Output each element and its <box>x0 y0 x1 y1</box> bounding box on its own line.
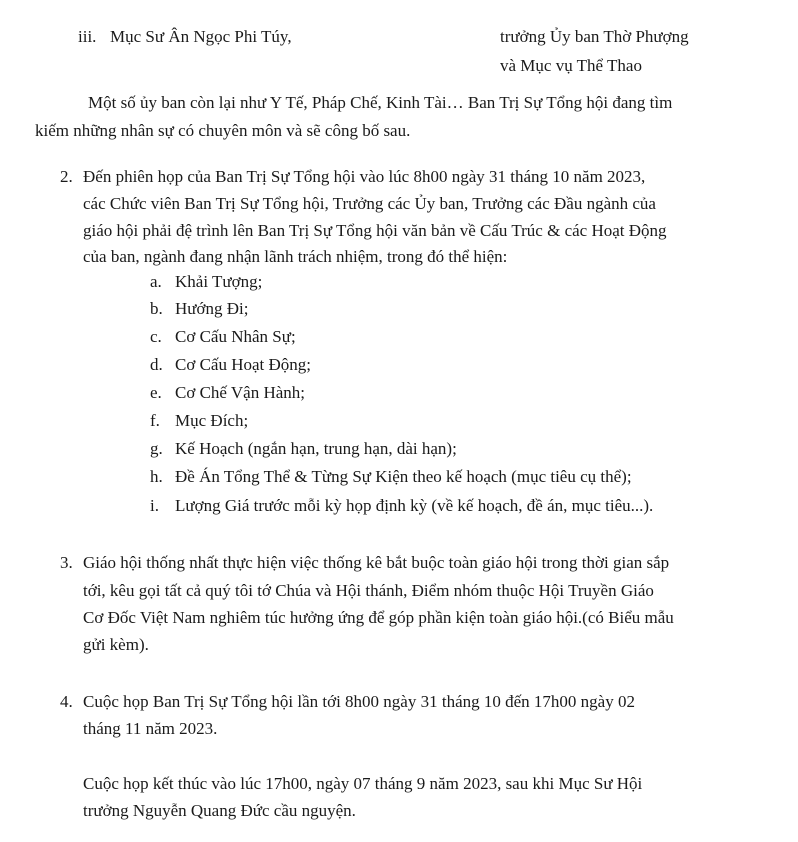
sub-item-letter: b. <box>150 299 163 318</box>
item-line: Cuộc họp Ban Trị Sự Tổng hội lần tới 8h00 ngày 31 tháng 10 đến 17h00 ngày 02 <box>83 692 635 711</box>
item-number: 4. <box>60 692 73 711</box>
sub-item-text: Hướng Đi; <box>175 299 249 318</box>
item-line: của ban, ngành đang nhận lãnh trách nhiệm, trong đó thể hiện: <box>83 247 508 266</box>
signatory-name: Mục Sư Ân Ngọc Phi Túy, <box>110 27 292 46</box>
item-line: Cơ Đốc Việt Nam nghiêm túc hưởng ứng để góp phần kiện toàn giáo hội.(có Biểu mẫu <box>83 608 674 627</box>
signatory-role-line: và Mục vụ Thể Thao <box>500 56 642 75</box>
sub-item-text: Cơ Cấu Nhân Sự; <box>175 327 296 346</box>
paragraph-line: Cuộc họp kết thúc vào lúc 17h00, ngày 07 tháng 9 năm 2023, sau khi Mục Sư Hội <box>83 774 643 793</box>
item-number: 3. <box>60 553 73 572</box>
signatory-marker: iii. <box>78 27 97 46</box>
sub-item-text: Mục Đích; <box>175 411 249 430</box>
sub-item-text: Cơ Cấu Hoạt Động; <box>175 355 312 374</box>
sub-item-letter: i. <box>150 496 159 515</box>
item-line: Giáo hội thống nhất thực hiện việc thống kê bắt buộc toàn giáo hội trong thời gian sắp <box>83 553 670 572</box>
sub-item-letter: a. <box>150 272 162 291</box>
sub-item-text: Kế Hoạch (ngắn hạn, trung hạn, dài hạn); <box>175 439 457 458</box>
paragraph-line: trưởng Nguyễn Quang Đức cầu nguyện. <box>83 801 356 820</box>
item-number: 2. <box>60 167 73 186</box>
sub-item-text: Đề Án Tổng Thể & Từng Sự Kiện theo kế hoạch (mục tiêu cụ thể); <box>175 467 632 486</box>
item-line: gửi kèm). <box>83 635 149 654</box>
item-line: tới, kêu gọi tất cả quý tôi tớ Chúa và Hội thánh, Điểm nhóm thuộc Hội Truyền Giáo <box>83 581 654 600</box>
item-line: tháng 11 năm 2023. <box>83 719 218 738</box>
sub-item-letter: e. <box>150 383 162 402</box>
item-line: Đến phiên họp của Ban Trị Sự Tổng hội vào lúc 8h00 ngày 31 tháng 10 năm 2023, <box>83 167 646 186</box>
sub-item-letter: d. <box>150 355 163 374</box>
sub-item-letter: g. <box>150 439 163 458</box>
sub-item-letter: c. <box>150 327 162 346</box>
sub-item-text: Khải Tượng; <box>175 272 263 291</box>
sub-item-text: Cơ Chế Vận Hành; <box>175 383 306 402</box>
paragraph-line: kiếm những nhân sự có chuyên môn và sẽ công bố sau. <box>35 121 411 140</box>
sub-item-letter: h. <box>150 467 163 486</box>
item-line: giáo hội phải đệ trình lên Ban Trị Sự Tổng hội văn bản về Cấu Trúc & các Hoạt Động <box>83 221 667 240</box>
paragraph-line: Một số ủy ban còn lại như Y Tế, Pháp Chế, Kinh Tài… Ban Trị Sự Tổng hội đang tìm <box>88 93 673 112</box>
sub-item-text: Lượng Giá trước mỗi kỳ họp định kỳ (về kế hoạch, đề án, mục tiêu...). <box>175 496 654 515</box>
sub-item-letter: f. <box>150 411 160 430</box>
signatory-role-line: trưởng Ủy ban Thờ Phượng <box>500 27 689 46</box>
item-line: các Chức viên Ban Trị Sự Tổng hội, Trưởng các Ủy ban, Trưởng các Đầu ngành của <box>83 194 656 213</box>
